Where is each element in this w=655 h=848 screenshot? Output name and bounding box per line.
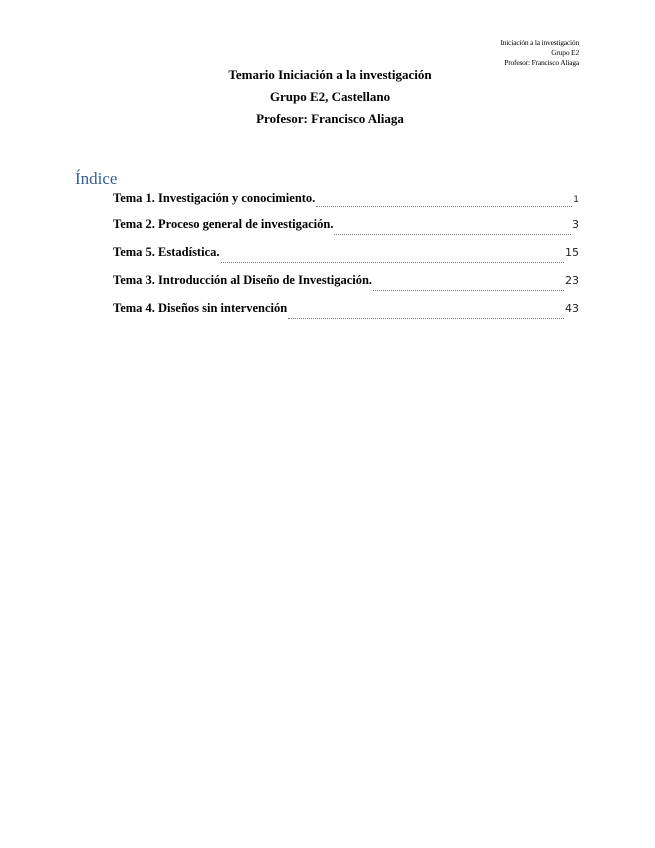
toc-entry-title[interactable]: Tema 3. Introducción al Diseño de Investigación. <box>113 273 373 287</box>
toc-entry[interactable] <box>113 299 579 327</box>
toc-entry-title[interactable]: Tema 1. Investigación y conocimiento. <box>113 191 316 205</box>
toc-dot-leader <box>316 205 572 207</box>
toc-entry[interactable] <box>113 243 579 271</box>
index-heading: Índice <box>75 169 118 188</box>
document-group: Grupo E2, Castellano <box>269 89 391 104</box>
toc-dot-leader <box>373 289 564 291</box>
running-header <box>500 38 579 68</box>
toc-entry-page[interactable]: 23 <box>565 274 579 287</box>
title-block <box>0 66 655 132</box>
toc-dot-leader <box>288 317 564 319</box>
toc-entry[interactable] <box>113 189 579 215</box>
table-of-contents <box>113 189 579 327</box>
toc-entry-page[interactable]: 3 <box>572 218 579 231</box>
toc-entry[interactable] <box>113 271 579 299</box>
toc-entry-page[interactable]: 43 <box>565 302 579 315</box>
toc-entry[interactable] <box>113 215 579 243</box>
toc-dot-leader <box>221 261 565 263</box>
document-title: Temario Iniciación a la investigación <box>228 67 432 82</box>
toc-entry-title[interactable]: Tema 5. Estadística. <box>113 245 220 259</box>
toc-entry-title[interactable]: Tema 2. Proceso general de investigación. <box>113 217 334 231</box>
toc-dot-leader <box>334 233 571 235</box>
toc-entry-page[interactable]: 1 <box>573 195 579 205</box>
toc-entry-title[interactable]: Tema 4. Diseños sin intervención <box>113 301 288 315</box>
toc-entry-page[interactable]: 15 <box>565 246 579 259</box>
running-header-course: Iniciación a la investigación <box>500 38 579 47</box>
running-header-professor: Profesor: Francisco Aliaga <box>504 58 579 67</box>
document-professor: Profesor: Francisco Aliaga <box>256 111 404 126</box>
running-header-group: Grupo E2 <box>551 48 579 57</box>
